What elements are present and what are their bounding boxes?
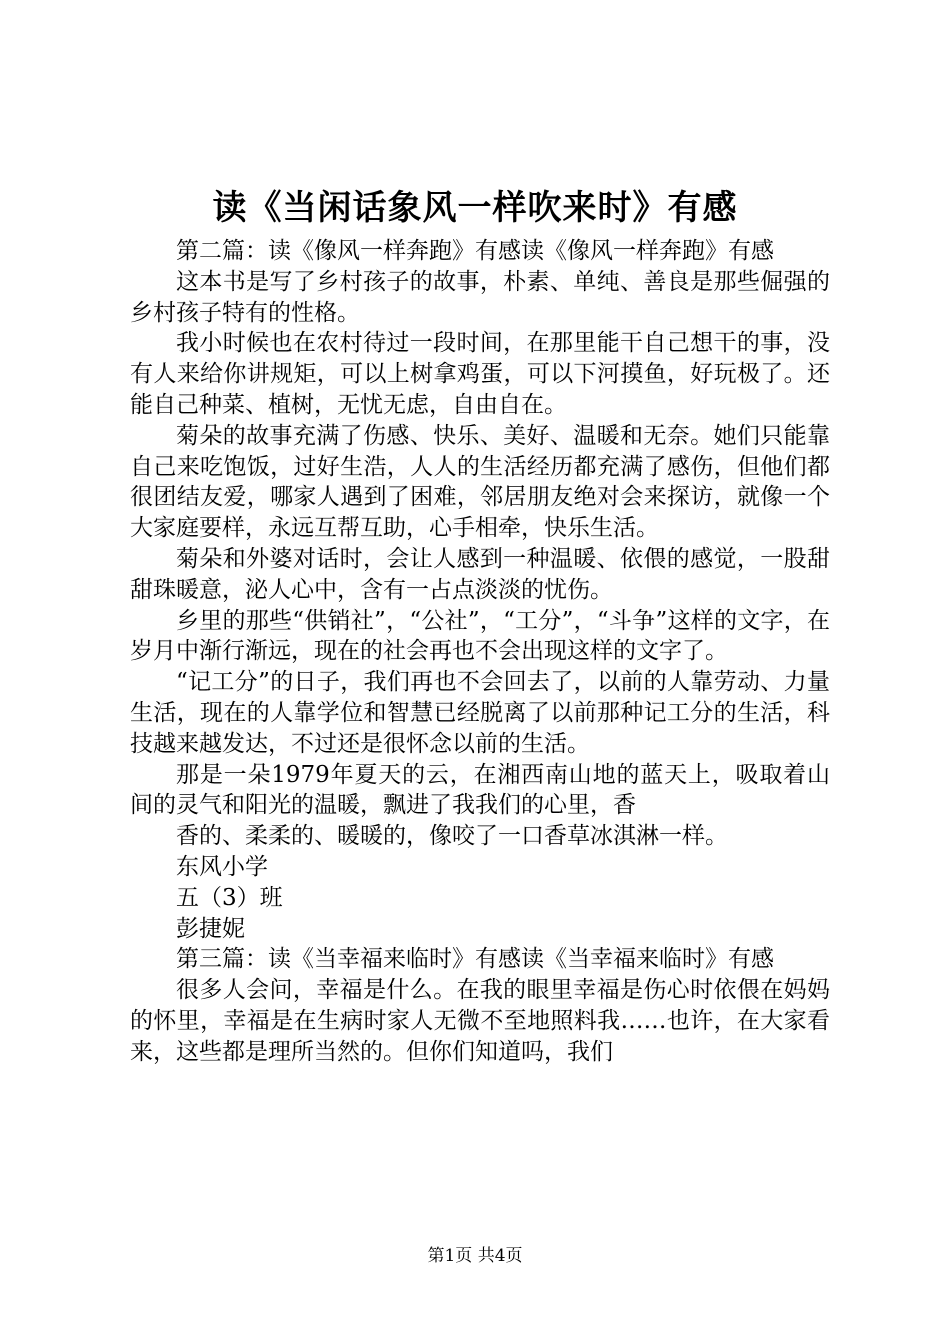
paragraph: 菊朵的故事充满了伤感、快乐、美好、温暖和无奈。她们只能靠自己来吃饱饭，过好生浩，人人的生活经历都充满了感伤，但他们都很团结友爱，哪家人遇到了困难，邻居朋友绝对会来探访，就像一个大家庭要样，永远互帮互助，心手相牵，快乐生活。 — [130, 422, 830, 542]
paragraph: 这本书是写了乡村孩子的故事，朴素、单纯、善良是那些倔强的乡村孩子特有的性格。 — [130, 268, 830, 326]
paragraph: 第三篇：读《当幸福来临时》有感读《当幸福来临时》有感 — [176, 946, 774, 973]
paragraph: 香的、柔柔的、暖暖的，像咬了一口香草冰淇淋一样。 — [176, 823, 728, 850]
author-name: 彭捷妮 — [176, 915, 245, 942]
document-title: 读《当闲话象风一样吹来时》有感 — [212, 188, 738, 228]
paragraph: 我小时候也在农村待过一段时间，在那里能干自己想干的事，没有人来给你讲规矩，可以上树拿鸡蛋，可以下河摸鱼，好玩极了。还能自己种菜、植树，无忧无虑，自由自在。 — [130, 330, 830, 418]
class-name: 五（3）班 — [176, 884, 283, 911]
page-footer: 第1页 共4页 — [427, 1246, 523, 1266]
paragraph: “记工分”的日子，我们再也不会回去了，以前的人靠劳动、力量生活，现在的人靠学位和智慧已经脱离了以前那种记工分的生活，科技越来越发达，不过还是很怀念以前的生活。 — [130, 669, 830, 757]
paragraph: 乡里的那些“供销社”，“公社”，“工分”，“斗争”这样的文字，在岁月中渐行渐远，现在的社会再也不会出现这样的文字了。 — [130, 607, 830, 665]
paragraph: 第二篇：读《像风一样奔跑》有感读《像风一样奔跑》有感 — [176, 238, 774, 264]
school-name: 东风小学 — [176, 853, 268, 880]
document-body — [130, 236, 830, 1068]
paragraph: 那是一朵1979年夏天的云，在湘西南山地的蓝天上，吸取着山间的灵气和阳光的温暖，飘进了我我们的心里，香 — [130, 761, 830, 819]
paragraph: 菊朵和外婆对话时，会让人感到一种温暖、依偎的感觉，一股甜甜珠暖意，泌人心中，含有一占点淡淡的忧伤。 — [130, 545, 830, 603]
paragraph: 很多人会问，幸福是什么。在我的眼里幸福是伤心时依偎在妈妈的怀里，幸福是在生病时家人无微不至地照料我……也许，在大家看来，这些都是理所当然的。但你们知道吗，我们 — [130, 977, 830, 1065]
